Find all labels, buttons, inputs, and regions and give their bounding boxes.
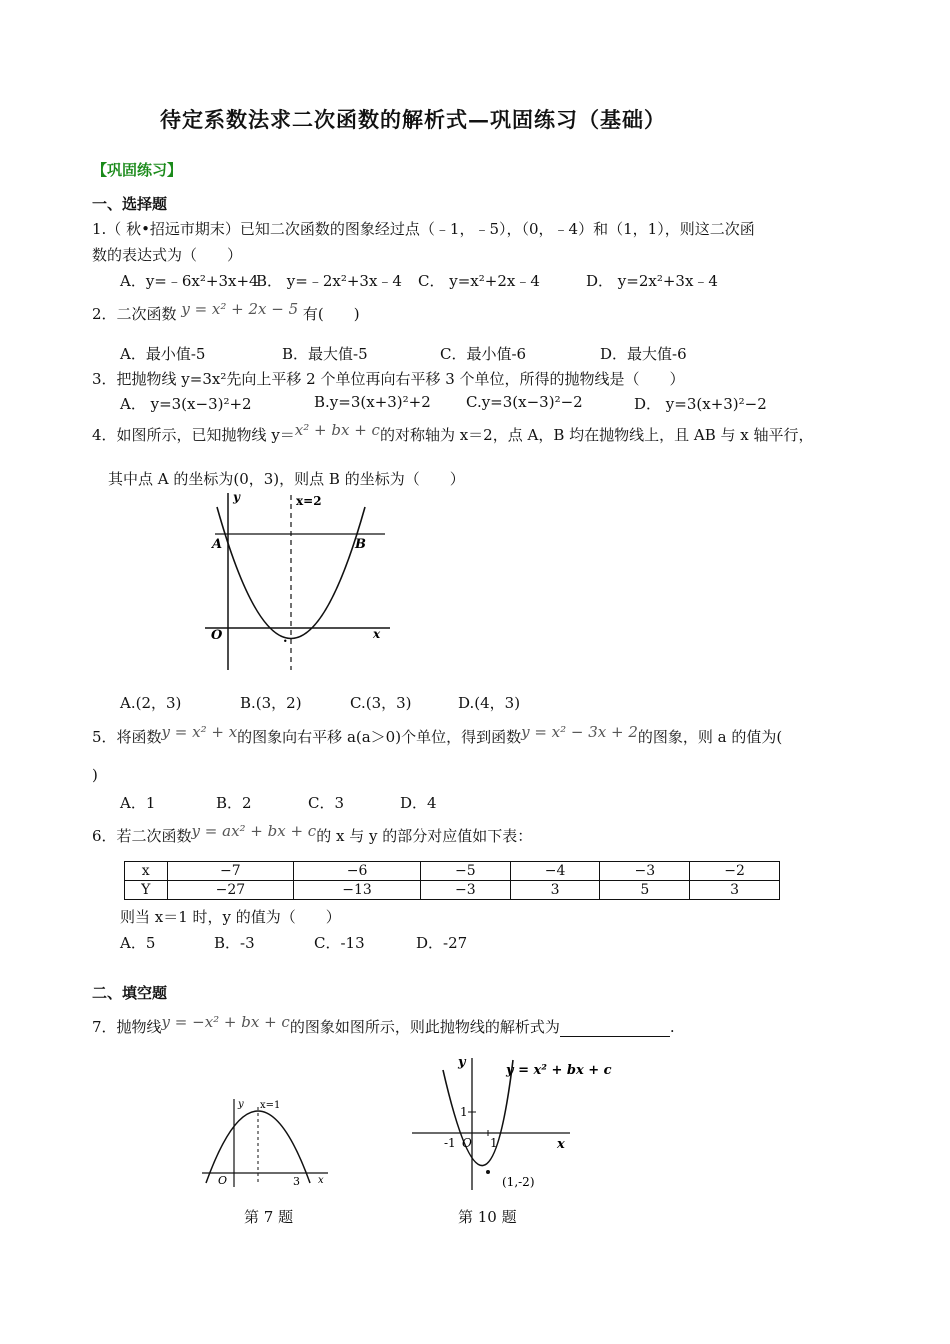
fig7-axis-label: x=1 <box>260 1100 281 1111</box>
q2-suffix: 有( ) <box>302 305 360 323</box>
q6-option-d: D．-27 <box>416 934 468 952</box>
fig10-tick-y1-label: 1 <box>460 1105 468 1119</box>
q4-option-a: A.(2，3) <box>120 694 182 712</box>
q4-formula: x² + bx + c <box>294 421 380 439</box>
q3-option-a: A． y=3(x−3)²+2 <box>120 395 252 413</box>
q3-stem: 3．把抛物线 y=3x²先向上平移 2 个单位再向右平移 3 个单位，所得的抛物线是（ ） <box>92 370 685 388</box>
fig10-figure <box>410 1050 625 1195</box>
q4-dot: . <box>283 631 288 646</box>
q5-line2: ) <box>92 766 98 784</box>
q5-middle: 的图象向右平移 a(a＞0)个单位，得到函数 <box>237 728 522 746</box>
fig10-tick-neg1: -1 <box>444 1136 456 1150</box>
fig7-origin: O <box>218 1174 228 1187</box>
q6-option-b: B．-3 <box>214 934 255 952</box>
q6-option-a: A．5 <box>120 934 156 952</box>
q4-axis-label: x=2 <box>296 494 322 508</box>
table-cell: −2 <box>690 862 780 881</box>
q2-formula: y = x² + 2x − 5 <box>181 300 299 318</box>
q4-y-label: y <box>233 490 240 504</box>
table-cell: −13 <box>294 881 421 900</box>
q1-option-c: C． y=x²+2x﹣4 <box>418 272 540 290</box>
fig10-vertex-label: (1,-2) <box>502 1175 535 1189</box>
fig10-formula: y = x² + bx + c <box>506 1063 612 1078</box>
table-cell: −7 <box>167 862 294 881</box>
q1-line1: 1.（ 秋•招远市期末）已知二次函数的图象经过点（﹣1，﹣5），（0，﹣4）和（1，1），则这二次函 <box>92 220 755 238</box>
fig10-origin: O <box>462 1136 472 1150</box>
q5-option-d: D．4 <box>400 794 437 812</box>
table-cell: x <box>125 862 168 881</box>
q5-option-c: C．3 <box>308 794 345 812</box>
section-tag: 【巩固练习】 <box>92 161 183 179</box>
section-heading-fill: 二、填空题 <box>92 984 168 1002</box>
q6-value-table <box>124 861 780 900</box>
fig10-vertex-dot <box>486 1170 490 1174</box>
fig10-x-label: x <box>557 1137 565 1152</box>
q1-option-d: D． y=2x²+3x﹣4 <box>586 272 718 290</box>
q4-figure <box>195 485 405 675</box>
table-row <box>125 862 780 881</box>
fig7-caption: 第 7 题 <box>244 1208 294 1226</box>
q4-option-d: D.(4，3) <box>458 694 521 712</box>
q5-formula2: y = x² − 3x + 2 <box>521 723 638 741</box>
q2-option-a: A．最小值-5 <box>120 345 206 363</box>
q3-option-b: B.y=3(x+3)²+2 <box>314 393 431 411</box>
fig7-y-label: y <box>238 1099 244 1110</box>
q4-stem <box>92 421 814 445</box>
fig10-caption: 第 10 题 <box>458 1208 517 1226</box>
q7-prefix: 7．抛物线 <box>92 1018 162 1036</box>
q5-suffix: 的图象，则 a 的值为( <box>637 728 783 746</box>
q4-line2: 其中点 A 的坐标为(0，3)，则点 B 的坐标为（ ） <box>108 470 465 488</box>
q5-option-b: B．2 <box>216 794 252 812</box>
fig10-y-label: y <box>458 1055 466 1070</box>
table-cell: −27 <box>167 881 294 900</box>
q1-option-a: A．y=﹣6x²+3x+4 <box>120 272 259 290</box>
table-cell: Y <box>125 881 168 900</box>
q7-answer-blank <box>560 1022 670 1037</box>
fig7-root: 3 <box>293 1175 300 1188</box>
q1-option-b: B． y=﹣2x²+3x﹣4 <box>256 272 402 290</box>
table-cell: 3 <box>510 881 600 900</box>
q2-prefix: 2．二次函数 <box>92 305 177 323</box>
q7-end: . <box>669 1018 675 1036</box>
q6-prefix: 6．若二次函数 <box>92 827 192 845</box>
q4-x-label: x <box>373 627 381 641</box>
q5-formula1: y = x² + x <box>161 723 238 741</box>
q6-formula: y = ax² + bx + c <box>191 822 317 840</box>
table-cell: 5 <box>600 881 690 900</box>
table-row <box>125 881 780 900</box>
table-cell: −6 <box>294 862 421 881</box>
table-cell: −3 <box>420 881 510 900</box>
q4-prefix: 4．如图所示，已知抛物线 y＝ <box>92 426 295 444</box>
q4-origin: O <box>211 628 223 643</box>
fig7-figure <box>198 1095 333 1190</box>
q4-suffix: 的对称轴为 x＝2，点 A，B 均在抛物线上，且 AB 与 x 轴平行， <box>379 426 814 444</box>
q7-formula: y = −x² + bx + c <box>161 1013 290 1031</box>
q5-prefix: 5．将函数 <box>92 728 162 746</box>
q6-follow: 则当 x＝1 时，y 的值为（ ） <box>120 908 341 926</box>
q4-option-c: C.(3，3) <box>350 694 412 712</box>
q6-stem <box>92 822 533 846</box>
q7-stem <box>92 1013 675 1037</box>
page-title: 待定系数法求二次函数的解析式—巩固练习（基础） <box>160 107 666 132</box>
q5-stem <box>92 723 783 747</box>
q2-option-d: D．最大值-6 <box>600 345 687 363</box>
q1-line2: 数的表达式为（ ） <box>92 246 243 264</box>
table-cell: 3 <box>690 881 780 900</box>
table-cell: −5 <box>420 862 510 881</box>
table-cell: −4 <box>510 862 600 881</box>
q4-point-a: A <box>212 537 223 552</box>
fig7-x-label: x <box>318 1175 324 1186</box>
q4-option-b: B.(3，2) <box>240 694 302 712</box>
q5-option-a: A．1 <box>120 794 156 812</box>
q4-point-b: B <box>355 537 366 552</box>
q3-option-c: C.y=3(x−3)²−2 <box>466 393 583 411</box>
table-cell: −3 <box>600 862 690 881</box>
fig10-tick-x1-label: 1 <box>490 1136 498 1150</box>
q2-option-b: B．最大值-5 <box>282 345 368 363</box>
q2-stem <box>92 300 360 324</box>
q6-suffix: 的 x 与 y 的部分对应值如下表： <box>316 827 533 845</box>
q7-suffix: 的图象如图所示，则此抛物线的解析式为 <box>289 1018 560 1036</box>
q3-option-d: D． y=3(x+3)²−2 <box>634 395 767 413</box>
section-heading-choice: 一、选择题 <box>92 195 168 213</box>
q6-option-c: C．-13 <box>314 934 365 952</box>
q2-option-c: C．最小值-6 <box>440 345 527 363</box>
